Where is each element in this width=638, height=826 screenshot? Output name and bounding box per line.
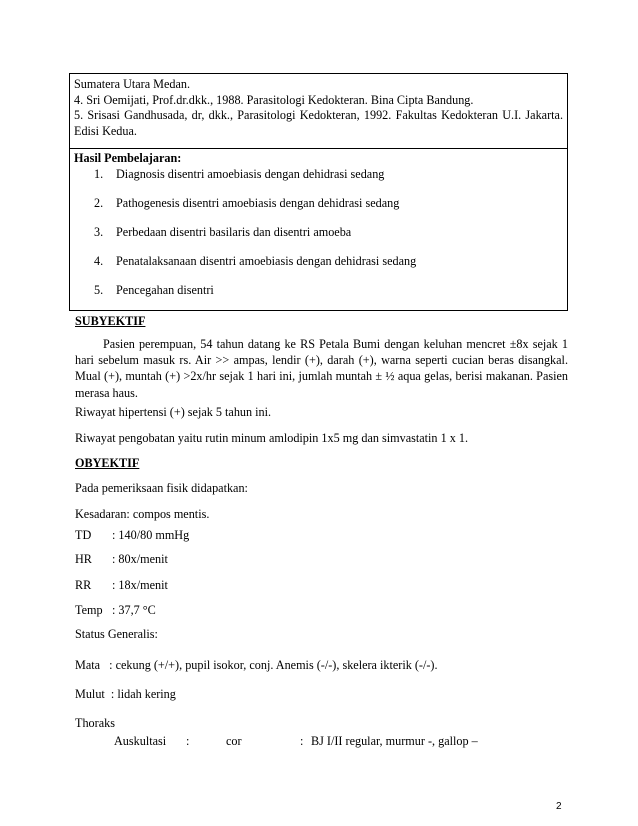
subyektif-paragraph: Pasien perempuan, 54 tahun datang ke RS Petala Bumi dengan keluhan mencret ±8x sejak 1 hari sebelum masuk rs. Air >> ampas, lendir (+), darah (+), warna seperti cucian beras disangkal. Mual (+), muntah (+) >2x/hr sejak 1 hari ini, jumlah muntah ± ½ aqua gelas, berisi makanan. Pasien merasa haus.	[75, 337, 568, 400]
vital-td: TD : 140/80 mmHg	[75, 528, 190, 542]
reference-line: 4. Sri Oemijati, Prof.dr.dkk., 1988. Parasitologi Kedokteran. Bina Cipta Bandung.	[74, 92, 474, 107]
status-generalis: Status Generalis:	[75, 627, 158, 641]
reference-line: 5. Srisasi Gandhusada, dr, dkk., Parasitologi Kedokteran, 1992. Fakultas Kedokteran U.I. Jakarta. Edisi Kedua.	[74, 108, 563, 138]
learning-outcomes-title: Hasil Pembelajaran:	[74, 151, 182, 165]
page-number: 2	[556, 801, 562, 812]
learning-outcomes-box	[69, 148, 568, 311]
obyektif-heading: OBYEKTIF	[75, 456, 140, 470]
list-item: 4. Penatalaksanaan disentri amoebiasis dengan dehidrasi sedang	[94, 253, 417, 268]
thoraks-line: Thoraks	[75, 716, 115, 730]
mulut-line: Mulut : lidah kering	[75, 687, 176, 701]
vital-hr: HR : 80x/menit	[75, 552, 168, 566]
kesadaran-line: Kesadaran: compos mentis.	[75, 507, 210, 521]
list-item: 5. Pencegahan disentri	[94, 282, 214, 297]
riwayat-hipertensi: Riwayat hipertensi (+) sejak 5 tahun ini.	[75, 405, 272, 419]
learning-outcomes-list	[74, 167, 563, 312]
subyektif-heading: SUBYEKTIF	[75, 314, 146, 328]
list-item: 1. Diagnosis disentri amoebiasis dengan dehidrasi sedang	[94, 166, 385, 181]
pemeriksaan-intro: Pada pemeriksaan fisik didapatkan:	[75, 481, 248, 495]
auskultasi-row: Auskultasi : cor : BJ I/II regular, murmur -, gallop –	[114, 734, 478, 748]
mata-line: Mata : cekung (+/+), pupil isokor, conj. Anemis (-/-), skelera ikterik (-/-).	[75, 658, 438, 672]
reference-line: Sumatera Utara Medan.	[74, 77, 191, 91]
references-box	[69, 73, 568, 149]
vital-temp: Temp : 37,7 °C	[75, 603, 156, 617]
list-item: 3. Perbedaan disentri basilaris dan disentri amoeba	[94, 224, 352, 239]
riwayat-pengobatan: Riwayat pengobatan yaitu rutin minum amlodipin 1x5 mg dan simvastatin 1 x 1.	[75, 431, 468, 445]
vital-rr: RR : 18x/menit	[75, 578, 168, 592]
list-item: 2. Pathogenesis disentri amoebiasis dengan dehidrasi sedang	[94, 195, 400, 210]
